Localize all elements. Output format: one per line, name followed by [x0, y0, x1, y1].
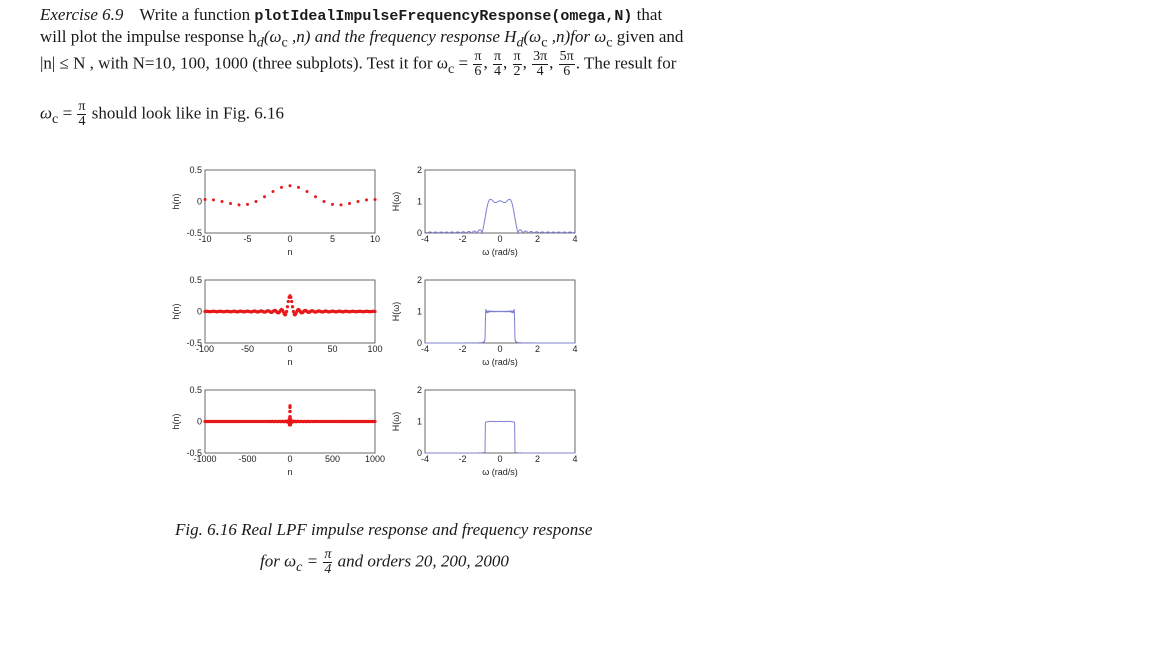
x-tick-label: -5 [243, 234, 252, 244]
paragraph-line-4 [40, 100, 284, 130]
impulse-sample [291, 305, 294, 308]
omega-fractions: $\frac{\pi}{6}$ , $\frac{\pi}{4}$ , $\frac{\pi}{2}$ , $\frac{3\pi}{4}$ , $\frac{5\pi}{6}$ [474, 49, 574, 79]
x-tick-label: 2 [534, 234, 541, 244]
plot-frame [425, 170, 575, 233]
x-axis-label: n [287, 357, 293, 367]
impulse-sample [284, 313, 287, 316]
plot-frame [205, 170, 375, 233]
x-tick-label: 2 [534, 454, 541, 464]
impulse-sample [373, 310, 376, 313]
line3-text: |n| ≤ N , with N=10, 100, 1000 (three subplots). Test it for ω [40, 53, 448, 73]
impulse-sample [285, 310, 288, 313]
x-tick-label: 4 [572, 234, 578, 244]
impulse-sample [288, 406, 291, 409]
y-tick-label: 0.5 [189, 275, 202, 285]
omega-fraction [559, 50, 575, 79]
paragraph-line-3 [40, 50, 676, 80]
fraction-denominator: 2 [513, 64, 521, 79]
x-axis-label: ω (rad/s) [482, 247, 518, 257]
x-tick-label: -500 [238, 454, 257, 464]
x-tick-label: 2 [534, 344, 541, 354]
omega-fraction [532, 50, 548, 79]
caption-sub-c: c [296, 558, 303, 575]
sub-d: d [256, 34, 264, 51]
x-tick-label: -4 [420, 344, 430, 354]
caption-fraction [323, 548, 332, 577]
y-tick-label: 0 [416, 448, 422, 458]
x-tick-label: -4 [420, 454, 430, 464]
impulse-sample [212, 198, 215, 201]
impulse-sample [331, 203, 334, 206]
x-tick-label: 4 [572, 454, 578, 464]
x-tick-label: 10 [369, 234, 381, 244]
impulse-sample [221, 200, 224, 203]
y-tick-label: 0 [416, 338, 422, 348]
y-tick-label: 0.5 [189, 165, 202, 175]
x-tick-label: 100 [367, 344, 383, 354]
y-axis-label: H(ω) [391, 411, 401, 432]
impulse-sample [348, 202, 351, 205]
impulse-sample [365, 198, 368, 201]
omega-fraction [473, 50, 482, 79]
caption-line-2 [260, 548, 509, 577]
line4-omega: ω [40, 103, 53, 123]
y-tick-label: -0.5 [186, 338, 202, 348]
impulse-sample [323, 200, 326, 203]
impulse-sample [287, 300, 290, 303]
impulse-sample [280, 186, 283, 189]
line2-mid2: ,n) and the frequency response H [287, 27, 517, 46]
x-tick-label: -4 [420, 234, 430, 244]
caption-eq: = [302, 551, 323, 571]
impulse-sample [289, 296, 292, 299]
x-tick-label: 4 [572, 344, 578, 354]
x-tick-label: 0 [497, 234, 503, 244]
frequency-response-curve [425, 421, 575, 453]
frequency-response-curve [425, 199, 575, 233]
y-tick-label: 0 [196, 196, 202, 207]
impulse-sample [306, 190, 309, 193]
y-tick-label: 0 [196, 416, 202, 427]
sub-c4: c [447, 60, 455, 77]
x-tick-label: 0 [497, 344, 503, 354]
sub-c2: c [541, 34, 548, 51]
line3-eq: = [454, 53, 473, 73]
fraction-denominator: 4 [493, 64, 501, 79]
line4-post: should look like in Fig. 6.16 [87, 103, 284, 123]
line1-post: that [632, 5, 663, 24]
line2-end: ,n)for ω [547, 27, 607, 46]
exercise-label: Exercise 6.9 [40, 5, 124, 24]
fraction-numerator: 3π [533, 49, 548, 64]
caption-frac-den: 4 [324, 562, 332, 577]
impulse-sample [246, 203, 249, 206]
x-tick-label: -2 [458, 234, 467, 244]
x-axis-label: n [287, 467, 293, 477]
x-tick-label: 0 [287, 234, 293, 244]
fraction-numerator: π [474, 49, 482, 64]
frac-den: 4 [78, 114, 86, 129]
caption-frac-num: π [324, 547, 332, 562]
y-axis-label: h(n) [171, 303, 181, 320]
x-tick-label: 0 [497, 454, 503, 464]
x-tick-label: -10 [198, 234, 212, 244]
y-tick-label: 0 [196, 306, 202, 317]
line1-pre: Write a function [139, 5, 255, 24]
impulse-sample [229, 202, 232, 205]
line2-tail: given and [612, 27, 684, 46]
impulse-sample [292, 310, 295, 313]
impulse-sample [255, 200, 258, 203]
impulse-sample [289, 415, 292, 418]
y-tick-label: 1 [416, 196, 422, 207]
caption-pre: for ω [260, 551, 297, 571]
y-tick-label: 2 [416, 385, 422, 395]
caption-line-1: Fig. 6.16 Real LPF impulse response and frequency response [175, 520, 593, 539]
x-tick-label: -2 [458, 344, 467, 354]
x-tick-label: 5 [329, 234, 336, 244]
fraction-denominator: 4 [536, 64, 544, 79]
x-tick-label: -1000 [193, 454, 217, 464]
y-tick-label: 0.5 [189, 385, 202, 395]
impulse-sample [272, 190, 275, 193]
line3-tail: . The result for [575, 53, 677, 73]
x-tick-label: 1000 [364, 454, 386, 464]
x-axis-label: ω (rad/s) [482, 357, 518, 367]
impulse-sample [340, 203, 343, 206]
sub-c5: c [52, 110, 59, 127]
impulse-sample [290, 300, 293, 303]
frequency-response-curve [425, 309, 575, 343]
omega-fraction [493, 50, 502, 79]
y-tick-label: 1 [416, 416, 422, 427]
x-tick-label: -100 [195, 344, 215, 354]
y-axis-label: H(ω) [391, 301, 401, 322]
x-tick-label: -50 [240, 344, 255, 354]
impulse-sample [204, 198, 207, 201]
line4-eq: = [58, 103, 77, 123]
y-tick-label: -0.5 [186, 448, 202, 458]
impulse-sample [263, 195, 266, 198]
impulse-sample [286, 305, 289, 308]
x-tick-label: 0 [287, 454, 293, 464]
x-axis-label: ω (rad/s) [482, 467, 518, 477]
y-axis-label: H(ω) [391, 191, 401, 212]
fraction-denominator: 6 [563, 64, 571, 79]
figure-plots [150, 160, 600, 500]
sub-d2: d [516, 34, 524, 51]
x-tick-label: 0 [287, 344, 293, 354]
y-axis-label: h(n) [171, 193, 181, 210]
line2-mid3: (ω [523, 27, 542, 46]
line2-mid: (ω [263, 27, 282, 46]
x-tick-label: -2 [458, 454, 467, 464]
sub-c3: c [606, 34, 613, 51]
caption-post: and orders 20, 200, 2000 [333, 551, 509, 571]
y-tick-label: 1 [416, 306, 422, 317]
paragraph-line-1 [40, 4, 745, 28]
impulse-sample [289, 184, 292, 187]
impulse-sample [314, 195, 317, 198]
omega-fraction [513, 50, 522, 79]
impulse-sample [289, 410, 292, 413]
fraction-numerator: 5π [559, 49, 574, 64]
line4-fraction [77, 100, 86, 129]
figure-6-16 [150, 160, 600, 500]
y-tick-label: 2 [416, 275, 422, 285]
x-axis-label: n [287, 247, 293, 257]
line2-text: will plot the impulse response h [40, 27, 257, 46]
fraction-numerator: π [493, 49, 502, 64]
impulse-sample [238, 203, 241, 206]
x-tick-label: 500 [324, 454, 341, 464]
impulse-sample [297, 186, 300, 189]
impulse-sample [373, 420, 376, 423]
y-tick-label: -0.5 [186, 228, 202, 238]
y-axis-label: h(n) [171, 413, 181, 430]
y-tick-label: 0 [416, 228, 422, 238]
frac-num: π [78, 99, 86, 114]
impulse-sample [357, 200, 360, 203]
fraction-denominator: 6 [474, 64, 482, 79]
impulse-sample [374, 198, 377, 201]
x-tick-label: 50 [327, 344, 338, 354]
fraction-numerator: π [513, 49, 521, 64]
function-name: plotIdealImpulseFrequencyResponse(omega,N) [254, 8, 633, 25]
y-tick-label: 2 [416, 165, 422, 175]
sub-c: c [281, 34, 288, 51]
